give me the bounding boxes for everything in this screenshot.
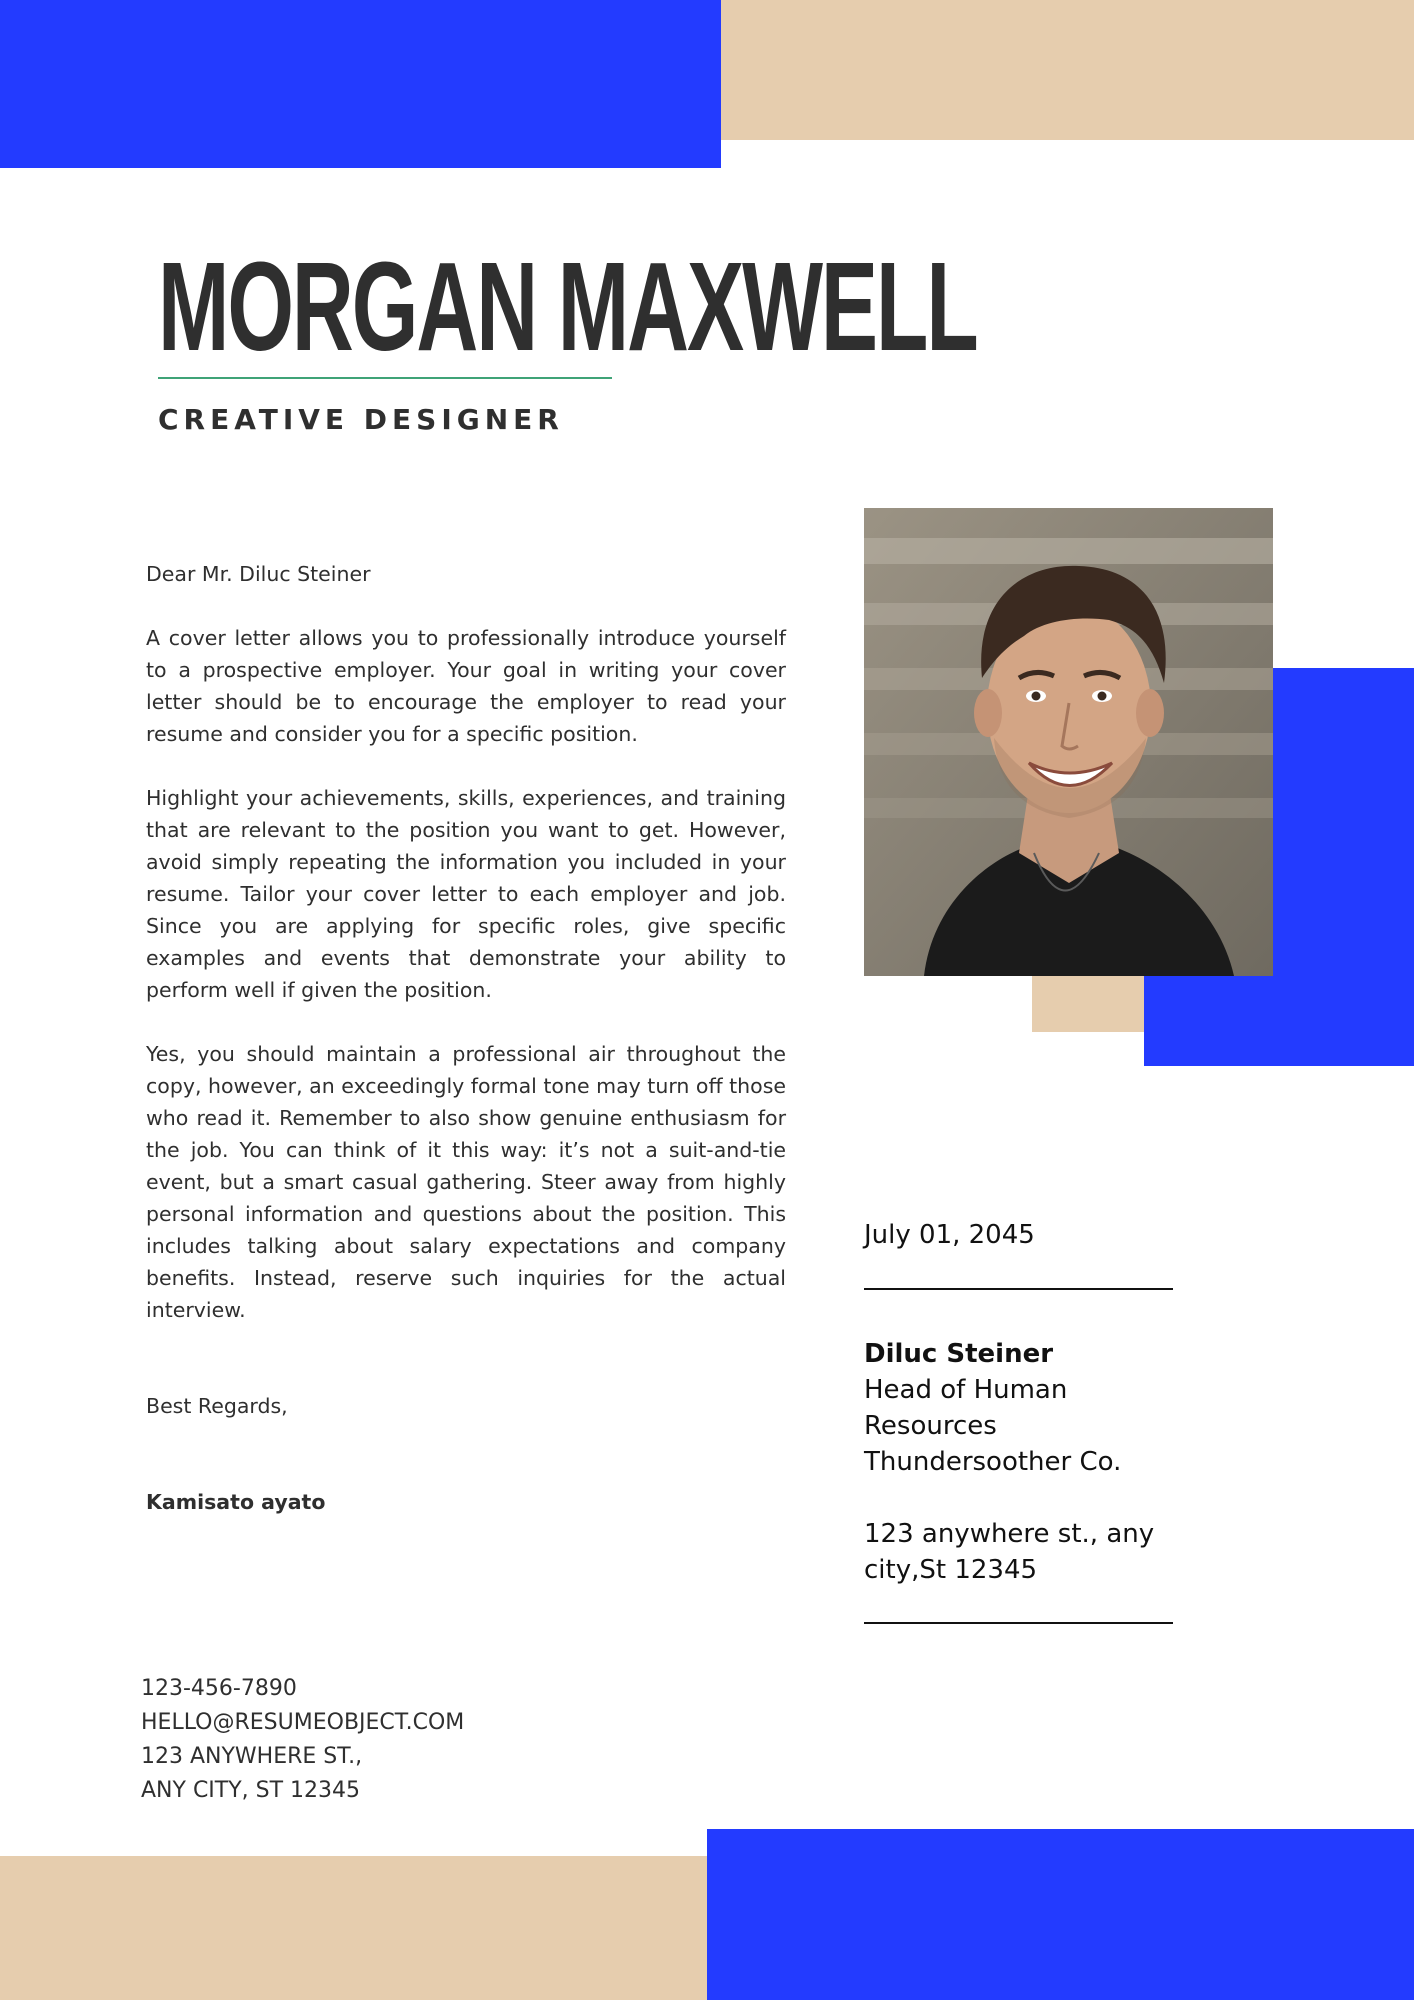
- recipient-block: [864, 1336, 1184, 1588]
- top-left-blue-block: [0, 0, 721, 168]
- contact-email: HELLO@RESUMEOBJECT.COM: [141, 1710, 465, 1735]
- letter-closing: Best Regards,: [146, 1394, 288, 1418]
- contact-address-line-1: 123 ANYWHERE ST.,: [141, 1744, 363, 1769]
- name-underline: [158, 377, 612, 379]
- letter-paragraph-2: Highlight your achievements, skills, experiences, and training that are relevant to the position you want to get. However, avoid simply repeating the information you included in your resume. Tailor your cover letter to each employer and job. Since you are applying for specific roles, give specific examples and events that demonstrate your ability to perform well if given the position.: [146, 786, 786, 1002]
- letter-paragraph-1: A cover letter allows you to professionally introduce yourself to a prospective employer. Your goal in writing your cover letter should be to encourage the employer to read your resume and consider you for a specific position.: [146, 626, 786, 746]
- photo-tan-accent-block: [1032, 976, 1144, 1032]
- bottom-left-tan-block: [0, 1856, 707, 2000]
- recipient-name: Diluc Steiner: [864, 1339, 1054, 1369]
- contact-block: [141, 1672, 464, 1808]
- recipient-address-line-1: 123 anywhere st., any: [864, 1519, 1155, 1549]
- letter-paragraph-3: Yes, you should maintain a professional air throughout the copy, however, an exceedingly formal tone may turn off those who read it. Remember to also show genuine enthusiasm for the job. You can think of it this way: it’s not a suit-and-tie event, but a smart casual gathering. Steer away from highly personal information and questions about the position. This includes talking about salary expectations and company benefits. Instead, reserve such inquiries for the actual interview.: [146, 1042, 786, 1322]
- letter-signature: Kamisato ayato: [146, 1490, 326, 1514]
- top-right-tan-block: [721, 0, 1414, 140]
- profile-photo: [864, 508, 1273, 976]
- date-divider: [864, 1288, 1173, 1290]
- contact-address-line-2: ANY CITY, ST 12345: [141, 1778, 361, 1803]
- letter-salutation: Dear Mr. Diluc Steiner: [146, 562, 371, 586]
- recipient-divider: [864, 1622, 1173, 1624]
- bottom-right-blue-block: [707, 1829, 1414, 2000]
- letter-body: [146, 558, 786, 1518]
- recipient-address-line-2: city,St 12345: [864, 1555, 1038, 1585]
- contact-phone: 123-456-7890: [141, 1676, 297, 1701]
- letter-date: July 01, 2045: [864, 1220, 1035, 1250]
- recipient-role-line-2: Resources: [864, 1411, 997, 1441]
- recipient-role-line-1: Head of Human: [864, 1375, 1068, 1405]
- recipient-company: Thundersoother Co.: [864, 1447, 1122, 1477]
- job-title: CREATIVE DESIGNER: [158, 403, 564, 436]
- applicant-name: MORGAN MAXWELL: [158, 236, 977, 377]
- recipient-spacer: [864, 1480, 1184, 1516]
